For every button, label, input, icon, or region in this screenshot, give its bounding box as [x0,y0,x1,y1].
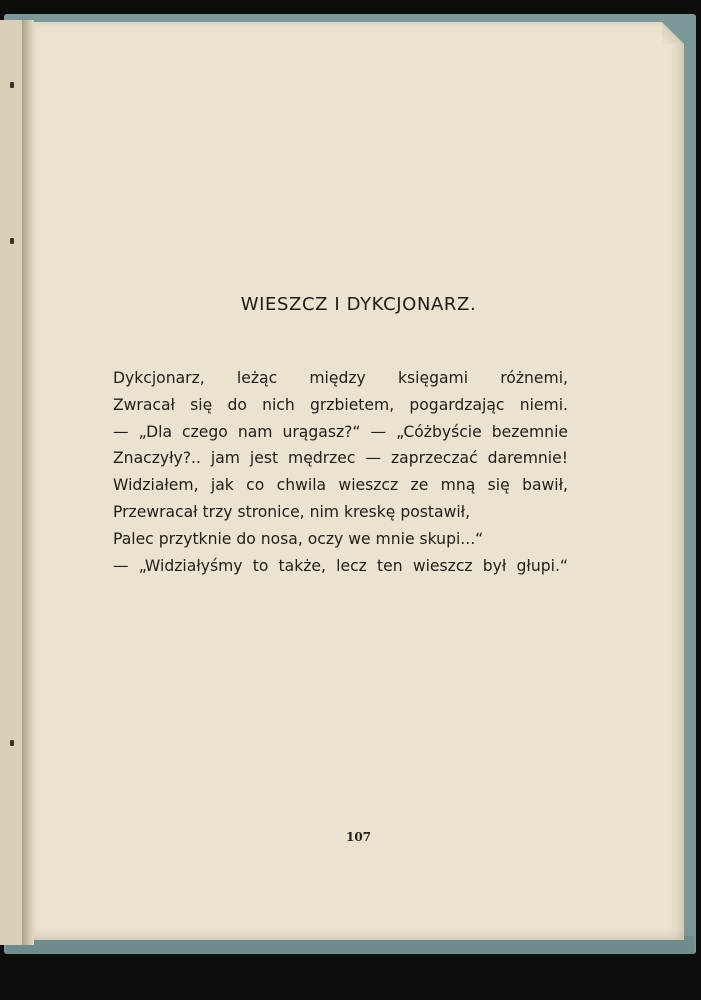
poem-body [113,365,568,579]
poem-line-3: — „Dla czego nam urągasz?“ — „Cóżbyście bezemnie [113,422,568,441]
binding-mark [10,82,14,88]
poem-line-2: Zwracał się do nich grzbietem, pogardzając niemi. [113,395,568,414]
poem-title: WIESZCZ I DYKCJONARZ. [240,294,477,315]
book-page [33,22,684,940]
poem-line-4: Znaczyły?.. jam jest mędrzec — zaprzeczać daremnie! [113,449,568,468]
poem-line-1: Dykcjonarz, leżąc między księgami różnemi, [113,369,568,387]
poem-line-8: — „Widziałyśmy to także, lecz ten wieszcz był głupi.“ [113,556,568,575]
page-corner [662,22,684,44]
binding-mark [10,740,14,746]
binding-mark [10,238,14,244]
poem-line-5: Widziałem, jak co chwila wieszcz ze mną się bawił, [113,476,568,495]
poem-line-6: Przewracał trzy stronice, nim kreskę postawił, [113,502,471,521]
poem-line-7: Palec przytknie do nosa, oczy we mnie skupi...“ [113,529,484,548]
page-number: 107 [345,830,372,844]
